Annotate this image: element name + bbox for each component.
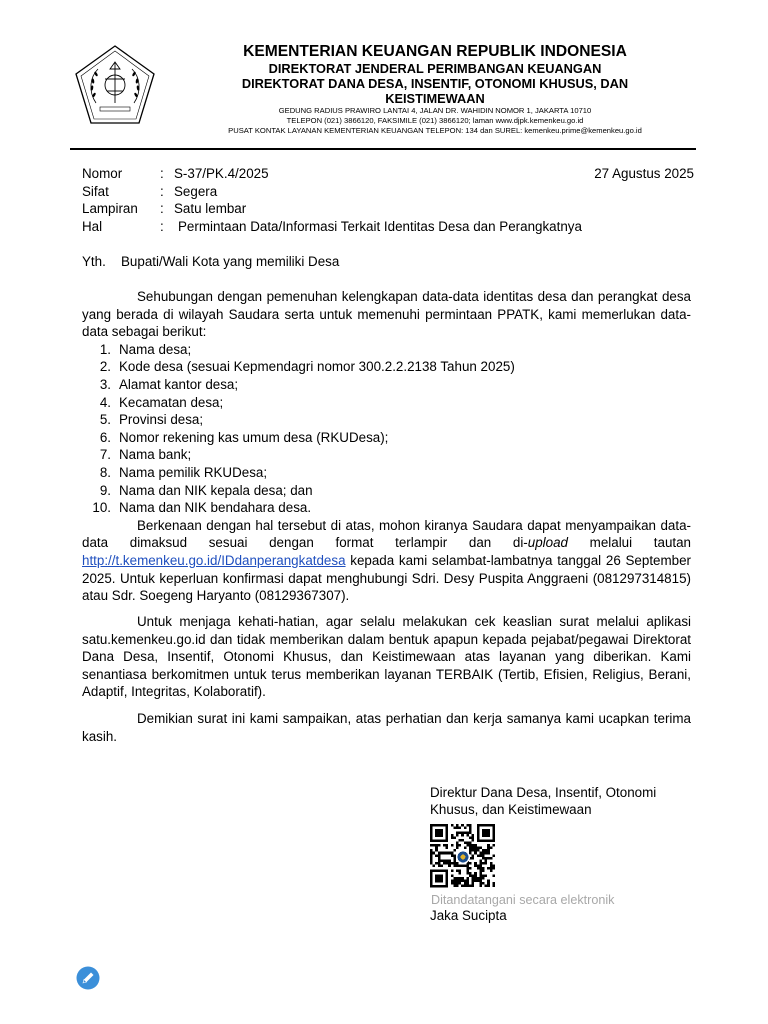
upload-link[interactable]: http://t.kemenkeu.go.id/IDdanperangkatdesa — [82, 552, 346, 568]
sifat-value: Segera — [174, 183, 218, 199]
list-item: 7. Nama bank; — [99, 447, 192, 463]
separator: : — [160, 166, 164, 181]
letter-date: 27 Agustus 2025 — [594, 166, 694, 181]
pen-badge-icon — [76, 966, 100, 990]
list-item: 4. Kecamatan desa; — [99, 394, 224, 410]
nomor-value: S-37/PK.4/2025 — [174, 166, 269, 181]
letterhead-divider — [70, 148, 696, 150]
contact-center: PUSAT KONTAK LAYANAN KEMENTERIAN KEUANGAN TELEPON: 134 dan SUREL: kemenkeu.prime@kemenkeu.go.id — [228, 126, 642, 135]
directorate-name: DIREKTORAT DANA DESA, INSENTIF, OTONOMI KHUSUS, DAN KEISTIMEWAAN — [241, 76, 629, 106]
signer-title-line-2: Khusus, dan Keistimewaan — [430, 801, 592, 817]
qr-code-signature — [430, 824, 502, 890]
letter-body — [82, 288, 691, 605]
list-item: 6. Nomor rekening kas umum desa (RKUDesa); — [99, 429, 389, 445]
list-item: 9. Nama dan NIK kepala desa; dan — [99, 482, 313, 498]
meta-lampiran — [82, 200, 694, 218]
letterhead — [180, 42, 690, 136]
separator: : — [160, 201, 164, 216]
addressee-prefix: Yth. — [82, 254, 106, 269]
list-item: 1. Nama desa; — [99, 341, 192, 357]
electronic-signature-note: Ditandatangani secara elektronik — [431, 893, 615, 907]
lampiran-value: Satu lembar — [174, 201, 247, 216]
closing-paragraph: Demikian surat ini kami sampaikan, atas perhatian dan kerja samanya kami ucapkan terima kasih. — [82, 711, 691, 744]
kemenkeu-logo — [72, 43, 158, 129]
ministry-name: KEMENTERIAN KEUANGAN REPUBLIK INDONESIA — [243, 43, 627, 60]
request-list — [82, 341, 691, 517]
office-phone: TELEPON (021) 3866120, FAKSIMILE (021) 3866120; laman www.djpk.kemenkeu.go.id — [286, 116, 584, 125]
separator: : — [160, 183, 164, 199]
intro-paragraph: Sehubungan dengan pemenuhan kelengkapan data-data identitas desa dan perangkat desa yang berada di wilayah Saudara serta untuk memenuhi permintaan PPATK, kami memerlukan data-data sebagai berikut: — [82, 289, 691, 340]
hal-label: Hal — [82, 218, 103, 234]
list-item: 5. Provinsi desa; — [99, 412, 204, 428]
lampiran-label: Lampiran — [82, 201, 138, 216]
sifat-label: Sifat — [82, 183, 109, 199]
list-item: 2. Kode desa (sesuai Kepmendagri nomor 300.2.2.2138 Tahun 2025) — [99, 359, 515, 375]
signer-name: Jaka Sucipta — [430, 908, 507, 923]
meta-hal — [82, 218, 694, 236]
addressee-name: Bupati/Wali Kota yang memiliki Desa — [121, 254, 340, 269]
hal-value: Permintaan Data/Informasi Terkait Identitas Desa dan Perangkatnya — [178, 218, 582, 234]
separator: : — [160, 218, 164, 234]
addressee — [82, 253, 339, 270]
submission-paragraph: Berkenaan dengan hal tersebut di atas, mohon kiranya Saudara dapat menyampaikan data-data dimaksud sesuai dengan format terlampir dan di-upload melalui tautan http://t.kemenkeu.go.id/IDdanperangkatdesa kepada kami selambat-lambatnya tanggal 26 September 2025. Untuk keperluan konfirmasi dapat menghubungi Sdri. Desy Puspita Anggraeni (081297314815) atau Sdr. Soegeng Haryanto (08129367307). — [82, 517, 692, 604]
list-item: 8. Nama pemilik RKUDesa; — [99, 464, 268, 480]
meta-sifat — [82, 183, 694, 201]
office-address: GEDUNG RADIUS PRAWIRO LANTAI 4, JALAN DR. WAHIDIN NOMOR 1, JAKARTA 10710 — [278, 106, 592, 115]
list-item: 3. Alamat kantor desa; — [99, 376, 239, 392]
directorate-general-name: DIREKTORAT JENDERAL PERIMBANGAN KEUANGAN — [268, 61, 602, 76]
list-item: 10. Nama dan NIK bendahara desa. — [92, 500, 312, 516]
caution-paragraph: Untuk menjaga kehati-hatian, agar selalu melakukan cek keaslian surat melalui aplikasi satu.kemenkeu.go.id dan tidak memberikan dalam bentuk apapun kepada pejabat/pegawai Direktorat Dana Desa, Insentif, Otonomi Khusus, dan Keistimewaan atas layanan yang diberikan. Kami senantiasa berkomitmen untuk terus memberikan layanan TERBAIK (Tertib, Efisien, Religius, Berani, Adaptif, Integritas, Kolaboratif). — [82, 614, 691, 700]
nomor-label: Nomor — [82, 166, 123, 181]
signature-block — [430, 785, 710, 818]
signer-title-line-1: Direktur Dana Desa, Insentif, Otonomi — [430, 785, 657, 800]
